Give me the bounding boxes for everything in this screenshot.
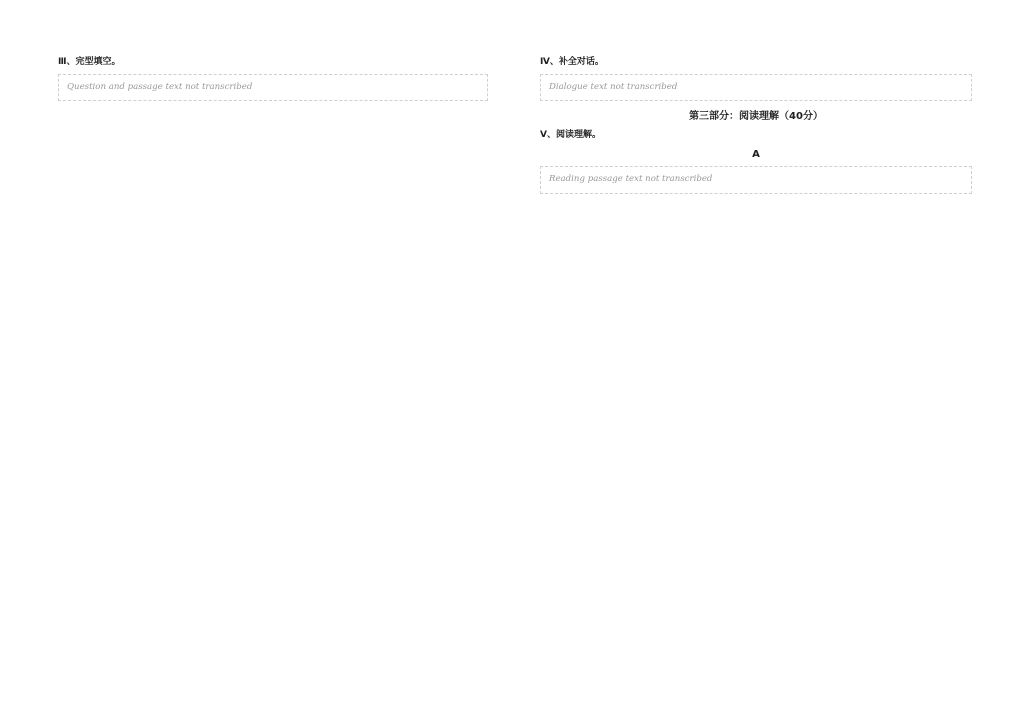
dialogue-placeholder: Dialogue text not transcribed bbox=[540, 74, 972, 101]
part3-heading: 第三部分：阅读理解（40分） bbox=[689, 111, 823, 123]
cloze-passage-placeholder: Question and passage text not transcribed bbox=[58, 74, 488, 101]
passage-label: A bbox=[752, 148, 760, 160]
dialogue-section-heading: Ⅳ、补全对话。 bbox=[540, 57, 604, 67]
reading-section-heading: Ⅴ、阅读理解。 bbox=[540, 129, 601, 140]
left-column bbox=[58, 52, 488, 685]
right-column bbox=[540, 52, 972, 685]
reading-passage-placeholder: Reading passage text not transcribed bbox=[540, 166, 972, 193]
cloze-section-heading: Ⅲ、完型填空。 bbox=[58, 57, 121, 67]
